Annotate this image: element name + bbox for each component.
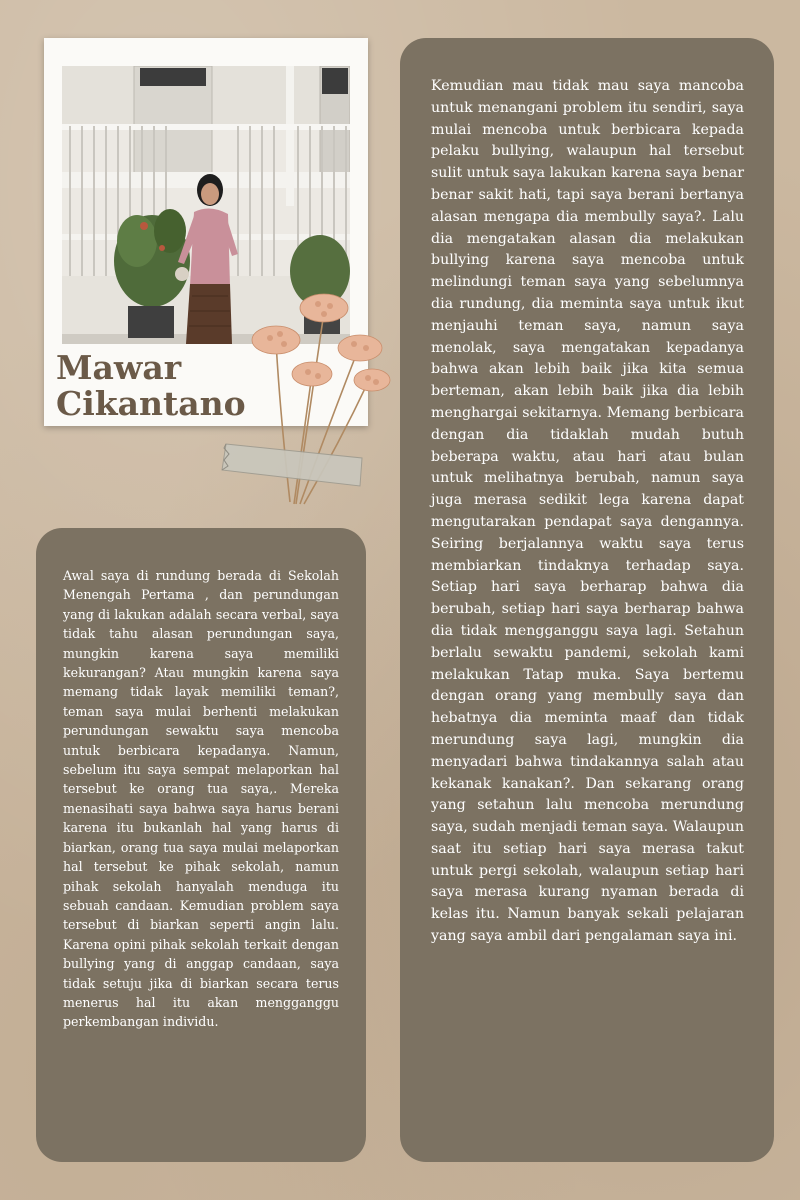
story-paragraph-left: Awal saya di rundung berada di Sekolah Menengah Pertama , dan perundungan yang di lakukan adalah secara verbal, saya tidak tahu alasan perundungan saya, mungkin karena saya memiliki kekurangan? Atau mungkin karena saya memang tidak layak memiliki teman?, teman saya mulai berhenti melakukan perundungan sewaktu saya mencoba untuk berbicara kepadanya. Namun, sebelum itu saya sempat melaporkan hal tersebut ke orang tua saya,. Mereka menasihati saya bahwa saya harus berani karena itu bukanlah hal yang harus di biarkan, orang tua saya mulai melaporkan hal tersebut ke pihak sekolah, namun pihak sekolah hanyalah menduga itu sebuah candaan. Kemudian problem saya tersebut di biarkan seperti angin lalu. Karena opini pihak sekolah terkait dengan bullying yang di anggap candaan, saya tidak setuju jika di biarkan secara terus menerus hal itu akan mengganggu perkembangan individu. [63,568,339,1030]
story-panel-left [36,528,366,1162]
story-paragraph-right: Kemudian mau tidak mau saya mancoba untuk menangani problem itu sendiri, saya mulai mencoba untuk berbicara kepada pelaku bullying, walaupun hal tersebut sulit untuk saya lakukan karena saya benar benar sakit hati, tapi saya berani bertanya alasan mengapa dia membully saya?. Lalu dia mengatakan alasan dia melakukan bullying karena saya mencoba untuk melindungi teman saya yang sebelumnya dia rundung, dia meminta saya untuk ikut menjauhi teman saya, namun saya menolak, saya mengatakan kepadanya bahwa akan lebih baik jika kita semua berteman, akan lebih baik jika dia lebih menghargai sekitarnya. Memang berbicara dengan dia tidaklah mudah butuh beberapa waktu, atau hari atau bulan untuk melihatnya berubah, namun saya juga merasa sedikit lega karena dapat mengutarakan pendapat saya dengannya. Seiring berjalannya waktu saya terus membiarkan tindaknya terhadap saya. Setiap hari saya berharap bahwa dia berubah, setiap hari saya berharap bahwa dia tidak mengganggu saya lagi. Setahun berlalu sewaktu pandemi, sekolah kami melakukan Tatap muka. Saya bertemu dengan orang yang membully saya dan hebatnya dia meminta maaf dan tidak merundung saya lagi, mungkin dia menyadari bahwa tindakannya salah atau kekanak kanakan?. Dan sekarang orang yang setahun lalu mencoba merundung saya, sudah menjadi teman saya. Walaupun saat itu setiap hari saya merasa takut untuk pergi sekolah, walaupun setiap hari saya merasa kurang nyaman berada di kelas itu. Namun banyak sekali pelajaran yang saya ambil dari pengalaman saya ini. [431,78,744,945]
dried-flowers-icon [220,282,400,522]
profile-name-line1: Mawar [56,348,182,387]
profile-name-line2: Cikantano [56,384,246,423]
profile-name [56,350,246,422]
story-panel-right [400,38,774,1162]
